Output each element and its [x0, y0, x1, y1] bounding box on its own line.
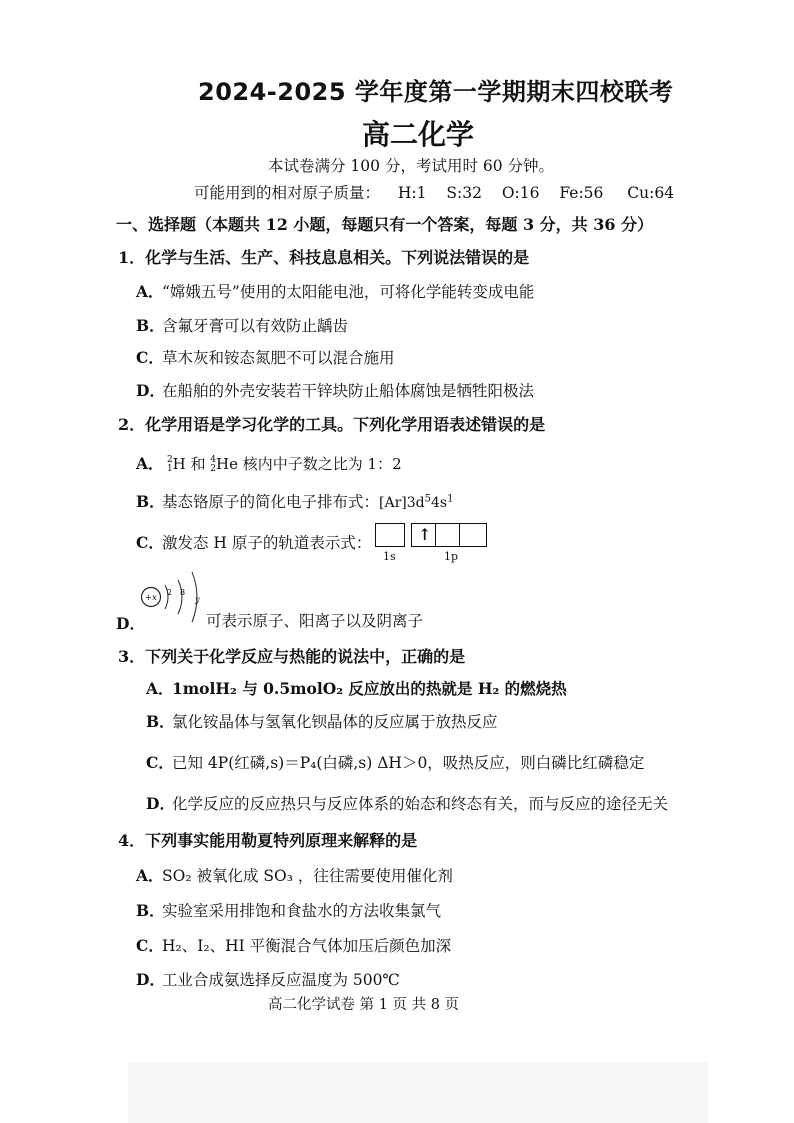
shell-count-1: 2	[167, 588, 173, 597]
question-2-stem	[118, 412, 545, 435]
q2-option-c	[136, 531, 371, 553]
shell-arc-2	[178, 580, 182, 614]
q4-option-b	[136, 899, 441, 921]
atomic-mass-h: H:1	[397, 184, 427, 202]
option-text: 工业合成氨选择反应温度为 500℃	[162, 971, 400, 989]
q2-option-a	[136, 452, 402, 474]
option-label: A．	[136, 866, 164, 885]
option-label: D．	[146, 794, 175, 813]
q3-option-d	[146, 792, 668, 814]
question-4-stem	[118, 828, 417, 851]
q1-option-c	[136, 346, 395, 368]
option-label: D．	[136, 970, 165, 989]
page-footer: 高二化学试卷 第 1 页 共 8 页	[268, 997, 460, 1013]
q3-option-c	[146, 751, 644, 773]
q3-option-a	[146, 677, 567, 699]
option-label: A．	[136, 454, 164, 473]
question-text: 化学用语是学习化学的工具。下列化学用语表述错误的是	[145, 415, 546, 434]
exam-title: 2024-2025 学年度第一学期期末四校联考	[198, 78, 674, 106]
question-1-stem	[118, 245, 529, 268]
score-info: 本试卷满分 100 分，考试用时 60 分钟。	[268, 157, 555, 175]
q4-option-a	[136, 864, 453, 886]
option-text: 化学反应的反应热只与反应体系的始态和终态有关，而与反应的途径无关	[172, 795, 669, 813]
option-text: 基态铬原子的简化电子排布式：	[162, 493, 380, 511]
spin-up-arrow-icon: ↑	[418, 525, 432, 544]
orbital-label-1s: 1s	[383, 550, 396, 563]
option-label: A．	[146, 679, 174, 698]
option-label: B．	[136, 316, 165, 335]
option-text: 已知 4P(红磷,s)＝P₄(白磷,s) ΔH＞0，吸热反应，则白磷比红磷稳定	[172, 754, 645, 772]
question-3-stem	[118, 644, 465, 667]
nucleus-charge: +x	[145, 593, 157, 603]
option-text: H₂、I₂、HI 平衡混合气体加压后颜色加深	[162, 937, 452, 955]
option-label: C．	[146, 753, 174, 772]
option-text: 1molH₂ 与 0.5molO₂ 反应放出的热就是 H₂ 的燃烧热	[172, 679, 567, 698]
isotope-notation: 2 1H 和 4 2He 核内中子数之比为 1：2	[166, 455, 402, 474]
orbital-label-1p: 1p	[444, 550, 459, 563]
q1-option-a	[136, 280, 534, 302]
option-text: 激发态 H 原子的轨道表示式：	[162, 534, 372, 552]
q1-option-b	[136, 314, 348, 336]
q3-option-b	[146, 710, 498, 732]
option-text: 在船舶的外壳安装若干锌块防止船体腐蚀是牺牲阳极法	[162, 382, 535, 400]
atomic-mass-s: S:32	[446, 184, 482, 202]
option-label: B．	[136, 492, 165, 511]
atomic-mass-fe: Fe:56	[559, 184, 604, 202]
option-text: 氯化铵晶体与氢氧化钡晶体的反应属于放热反应	[172, 713, 498, 731]
section-heading: 一、选择题（本题共 12 小题，每题只有一个答案，每题 3 分，共 36 分）	[116, 215, 654, 234]
subject-title: 高二化学	[362, 118, 475, 151]
option-label: C．	[136, 348, 164, 367]
atomic-mass-o: O:16	[501, 184, 540, 202]
question-text: 化学与生活、生产、科技息息相关。下列说法错误的是	[145, 248, 530, 267]
option-label: C．	[136, 533, 164, 552]
option-label: D．	[136, 381, 165, 400]
question-number: 1．	[118, 248, 146, 267]
question-number: 2．	[118, 415, 146, 434]
q1-option-d	[136, 379, 534, 401]
option-text: 含氟牙膏可以有效防止龋齿	[162, 317, 349, 335]
q4-option-c	[136, 934, 451, 956]
shell-count-3: y	[195, 595, 200, 604]
question-number: 3．	[118, 647, 146, 666]
question-text: 下列事实能用勒夏特列原理来解释的是	[145, 831, 418, 850]
option-text: 实验室采用排饱和食盐水的方法收集氯气	[162, 902, 442, 920]
orbital-2p-box-2	[435, 523, 461, 547]
atomic-structure-diagram	[136, 568, 208, 628]
orbital-1s-box	[375, 523, 405, 547]
q4-option-d	[136, 968, 400, 990]
scan-bottom-band	[128, 1062, 708, 1123]
option-text: 草木灰和铵态氮肥不可以混合施用	[162, 349, 395, 367]
option-label: A．	[136, 282, 164, 301]
atomic-mass-cu: Cu:64	[627, 184, 675, 202]
option-text: “嫦娥五号”使用的太阳能电池，可将化学能转变成电能	[162, 283, 535, 301]
option-text: SO₂ 被氧化成 SO₃ ，往往需要使用催化剂	[162, 867, 453, 885]
option-label: B．	[146, 712, 175, 731]
q2-option-d-text: 可表示原子、阳离子以及阴离子	[206, 612, 424, 630]
question-number: 4．	[118, 831, 146, 850]
atomic-mass-label: 可能用到的相对原子质量：	[194, 184, 381, 202]
q2-option-b	[136, 490, 453, 512]
question-text: 下列关于化学反应与热能的说法中，正确的是	[145, 647, 466, 666]
atomic-mass-line	[194, 181, 674, 203]
option-label: D．	[116, 614, 145, 633]
orbital-2p-box-3	[459, 523, 487, 547]
orbital-2p-box-1	[411, 523, 437, 547]
electron-config-formula: $[Ar]3d^54s^1$	[379, 493, 454, 511]
option-label: B．	[136, 901, 165, 920]
option-label: C．	[136, 936, 164, 955]
shell-count-2: 8	[180, 588, 186, 597]
